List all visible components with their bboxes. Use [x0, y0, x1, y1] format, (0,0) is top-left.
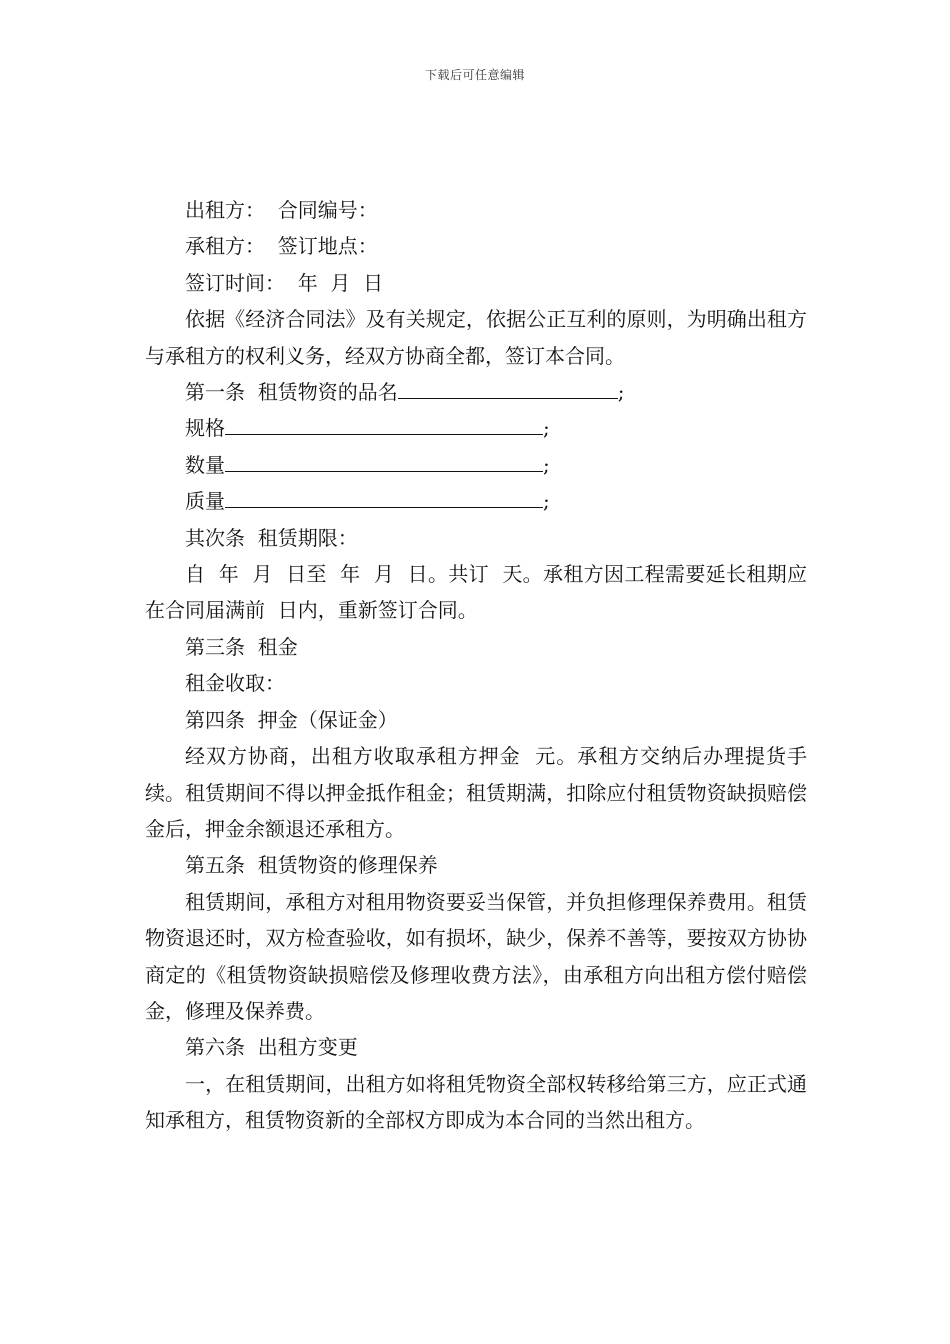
lessor-line: 出租方： 合同编号：	[185, 198, 378, 222]
rent-collection-line: 租金收取：	[185, 671, 285, 696]
quantity-line	[145, 447, 807, 483]
lessee-line: 承租方： 签订地点：	[185, 234, 378, 259]
article-6-item-1: 一，在租赁期间，出租方如将租凭物资全部权转移给第三方，应正式通知承租方，租赁物资新的全部权方即成为本合同的当然出租方。	[145, 1071, 807, 1133]
article-5-title: 第五条 租赁物资的修理保养	[185, 853, 438, 878]
quality-blank	[225, 485, 543, 508]
blank-terminator: ;	[617, 380, 625, 405]
blank-terminator: ;	[543, 416, 550, 441]
preamble-paragraph: 依据《经济合同法》及有关规定，依据公正互利的原则，为明确出租方与承租方的权利义务，经双方协商全都，签订本合同。	[145, 307, 807, 368]
contract-body	[145, 192, 807, 1139]
quality-line	[145, 483, 807, 519]
article-2-text: 自 年 月 日至 年 月 日。共订 天。承租方因工程需要延长租期应在合同届满前 日内，重新签订合同。	[145, 562, 807, 623]
quantity-blank	[225, 449, 543, 472]
quality-label: 质量	[185, 489, 225, 514]
article-4-title: 第四条 押金（保证金）	[185, 707, 398, 732]
item-name-blank	[398, 376, 618, 399]
header-note: 下载后可任意编辑	[424, 68, 525, 82]
spec-blank	[225, 412, 543, 435]
article-6-title: 第六条 出租方变更	[185, 1035, 358, 1060]
article-5-text: 租赁期间，承租方对租用物资要妥当保管，并负担修理保养费用。租赁物资退还时，双方检查验收，如有损坏，缺少，保养不善等，要按双方协协商定的《租赁物资缺损赔偿及修理收费方法》，由承租方向出租方偿付赔偿金，修理及保养费。	[145, 889, 807, 1023]
date-line: 签订时间： 年 月 日	[185, 270, 384, 295]
quantity-label: 数量	[185, 452, 225, 477]
article-2-title: 其次条 租赁期限：	[185, 525, 358, 550]
spec-line	[145, 410, 807, 446]
spec-label: 规格	[185, 416, 225, 441]
article-1-line	[145, 374, 807, 410]
article-1-label: 第一条 租赁物资的品名	[185, 380, 398, 405]
article-3-title: 第三条 租金	[185, 634, 298, 659]
article-4-text: 经双方协商，出租方收取承租方押金 元。承租方交纳后办理提货手续。租赁期间不得以押金抵作租金；租赁期满，扣除应付租赁物资缺损赔偿金后，押金余额退还承租方。	[145, 744, 807, 841]
blank-terminator: ;	[543, 452, 550, 477]
blank-terminator: ;	[543, 489, 550, 514]
